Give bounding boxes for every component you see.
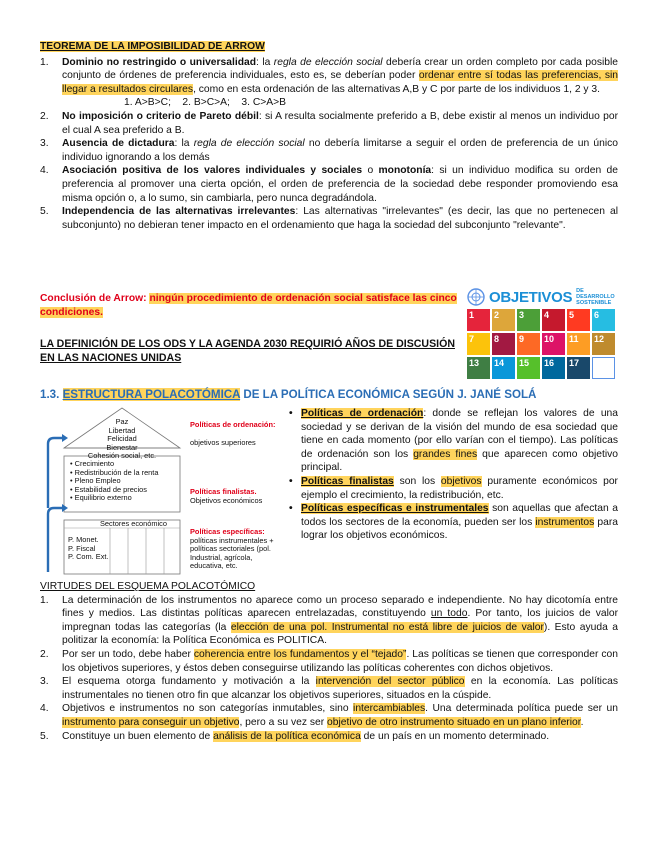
arrow-item-2: 2. No imposición o criterio de Pareto débil: si A resulta socialmente preferido a B, debe existir al menos un individuo por el cual A sea preferido a B.	[40, 110, 618, 136]
sdg-tile: 6	[592, 309, 615, 331]
sdg-tile: 1	[467, 309, 490, 331]
policy-bullets	[287, 407, 618, 543]
arrow-title: TEOREMA DE LA IMPOSIBILIDAD DE ARROW	[40, 41, 265, 52]
sdg-tile: 11	[567, 333, 590, 355]
virtues-title: VIRTUDES DEL ESQUEMA POLACOTÓMICO	[40, 581, 256, 592]
polacotomic-diagram	[40, 404, 280, 594]
sectors-label: Sectores económico	[100, 519, 167, 528]
arrow-item-1: 1. Dominio no restringido o universalidad: la regla de elección social debería crear un orden completo por cada posible conjunto de órdenes de preferencia individuales, esto es, se deberían poder ordenar entre sí todas las preferencias, sin llegar a resultados circulares, como en esta ordenación de las alternativas A,B y C por parte de los individuos 1, 2 y 3. 1. A>B>C; 2. B>C>A; 3. C>A>B	[40, 56, 618, 109]
sdg-tile-grid	[467, 309, 617, 379]
sdg-tile	[592, 357, 615, 379]
virtue-item-2: 2. Por ser un todo, debe haber coherencia entre los fundamentos y el “tejado”. Las políticas se tienen que corresponder con los objetivos superiores, y éstos deben conseguirse utilizando las políticas coherentes con dichos objetivos.	[40, 648, 618, 674]
label-especificas: Políticas específicas: políticas instrumentales + políticas sectoriales (pol. Industrial, agrícola, educativa, etc.	[190, 527, 274, 571]
section-heading: 1.3. ESTRUCTURA POLACOTÓMICA DE LA POLÍTICA ECONÓMICA SEGÚN J. JANÉ SOLÁ	[40, 388, 537, 401]
virtues-section	[40, 580, 618, 743]
arrow-item-5: 5. Independencia de las alternativas irrelevantes: Las alternativas "irrelevantes" (es decir, las que no pertenecen al subconjunto) no debieran tener impacto en el ordenamiento que haga la sociedad del subconjunto "relevante".	[40, 206, 619, 231]
sdg-tile: 7	[467, 333, 490, 355]
ods-heading: LA DEFINICIÓN DE LOS ODS Y LA AGENDA 2030 REQUIRIÓ AÑOS DE DISCUSIÓN EN LAS NACIONES UNIDAS	[40, 338, 455, 364]
bullet-especificas: • Políticas específicas e instrumentales son aquellas que afectan a todos los sectores de la economía, pueden ser los instrumentos para lograr los objetivos económicos.	[289, 503, 618, 542]
sdg-poster-subtitle: DE DESARROLLO SOSTENIBLE	[576, 288, 615, 306]
sdg-tile: 10	[542, 333, 565, 355]
sdg-tile: 2	[492, 309, 515, 331]
virtue-item-5: 5. Constituye un buen elemento de análisis de la política económica de un país en un momento determinado.	[40, 730, 550, 742]
bullet-finalistas: • Políticas finalistas son los objetivos puramente económicos por ejemplo el crecimiento, la redistribución, etc.	[289, 475, 618, 501]
sdg-tile: 3	[517, 309, 540, 331]
roof-text: Paz Libertad Felicidad Bienestar Cohesión social, etc.	[87, 417, 157, 461]
middle-text: • Crecimiento • Redistribución de la renta • Pleno Empleo • Estabilidad de precios • Equilibrio externo	[70, 459, 159, 503]
virtue-item-4: 4. Objetivos e instrumentos no son categorías inmutables, sino intercambiables. Una determinada política puede ser un instrumento para conseguir un objetivo, pero a su vez ser objetivo de otro instrumento situado en un plano inferior.	[40, 703, 618, 728]
virtue-item-3: 3. El esquema otorga fundamento y motivación a la intervención del sector público en la economía. Las políticas instrumentales no tienen otro fin que alcanzar los objetivos superiores, situados en la cúspide.	[40, 676, 618, 701]
sdg-tile: 8	[492, 333, 515, 355]
policy-list: P. Monet. P. Fiscal P. Com. Ext.	[68, 535, 109, 562]
sdg-tile: 16	[542, 357, 565, 379]
sdg-tile: 9	[517, 333, 540, 355]
un-emblem-icon	[467, 288, 485, 306]
arrow-orderings: 1. A>B>C; 2. B>C>A; 3. C>A>B	[124, 97, 287, 109]
label-finalistas: Políticas finalistas. Objetivos económicos	[190, 487, 263, 505]
sdg-poster-title: OBJETIVOS	[489, 288, 573, 306]
sdg-tile: 12	[592, 333, 615, 355]
sdg-tile: 5	[567, 309, 590, 331]
sdg-tile: 13	[467, 357, 490, 379]
sdg-tile: 14	[492, 357, 515, 379]
arrow-conclusion: Conclusión de Arrow: ningún procedimiento de ordenación social satisface las cinco condiciones.	[40, 293, 457, 318]
label-ordenacion: Políticas de ordenación: objetivos superiores	[190, 420, 276, 447]
sdg-tile: 15	[517, 357, 540, 379]
sdg-poster	[467, 285, 617, 381]
sdg-tile: 17	[567, 357, 590, 379]
sdg-tile: 4	[542, 309, 565, 331]
arrow-section	[40, 40, 618, 232]
arrow-item-4: 4. Asociación positiva de los valores individuales y sociales o monotonía: si un individuo modifica su orden de preferencia al promover una cierta opción, el orden de preferencia de la sociedad debe responder promoviendo esa misma opción o, a lo sumo, sin cambiarla, pero nunca degradándola.	[40, 165, 618, 204]
bullet-ordenacion: • Políticas de ordenación: donde se reflejan los valores de una sociedad y se derivan de la visión del mundo de esa sociedad que tiene en cada momento (por ello varían con el tiempo). Las políticas de ordenación son los grandes fines que aparecen como objetivo principal.	[289, 408, 618, 474]
arrow-item-3: 3. Ausencia de dictadura: la regla de elección social no debería limitarse a seguir el orden de preferencia de un único individuo ignorando a los demás	[40, 138, 618, 163]
virtue-item-1: 1. La determinación de los instrumentos no aparece como un proceso separado e independiente. No hay dicotomía entre fines y medios. Las distintas políticas aparecen entrelazadas, constituyendo un todo. Por tanto, los juicios de valor impregnan todas las categorías (la elección de una pol. Instrumental no está libre de juicios de valor). Esto ayuda a politizar la economía: la Política Económica es POLITICA.	[40, 594, 619, 647]
